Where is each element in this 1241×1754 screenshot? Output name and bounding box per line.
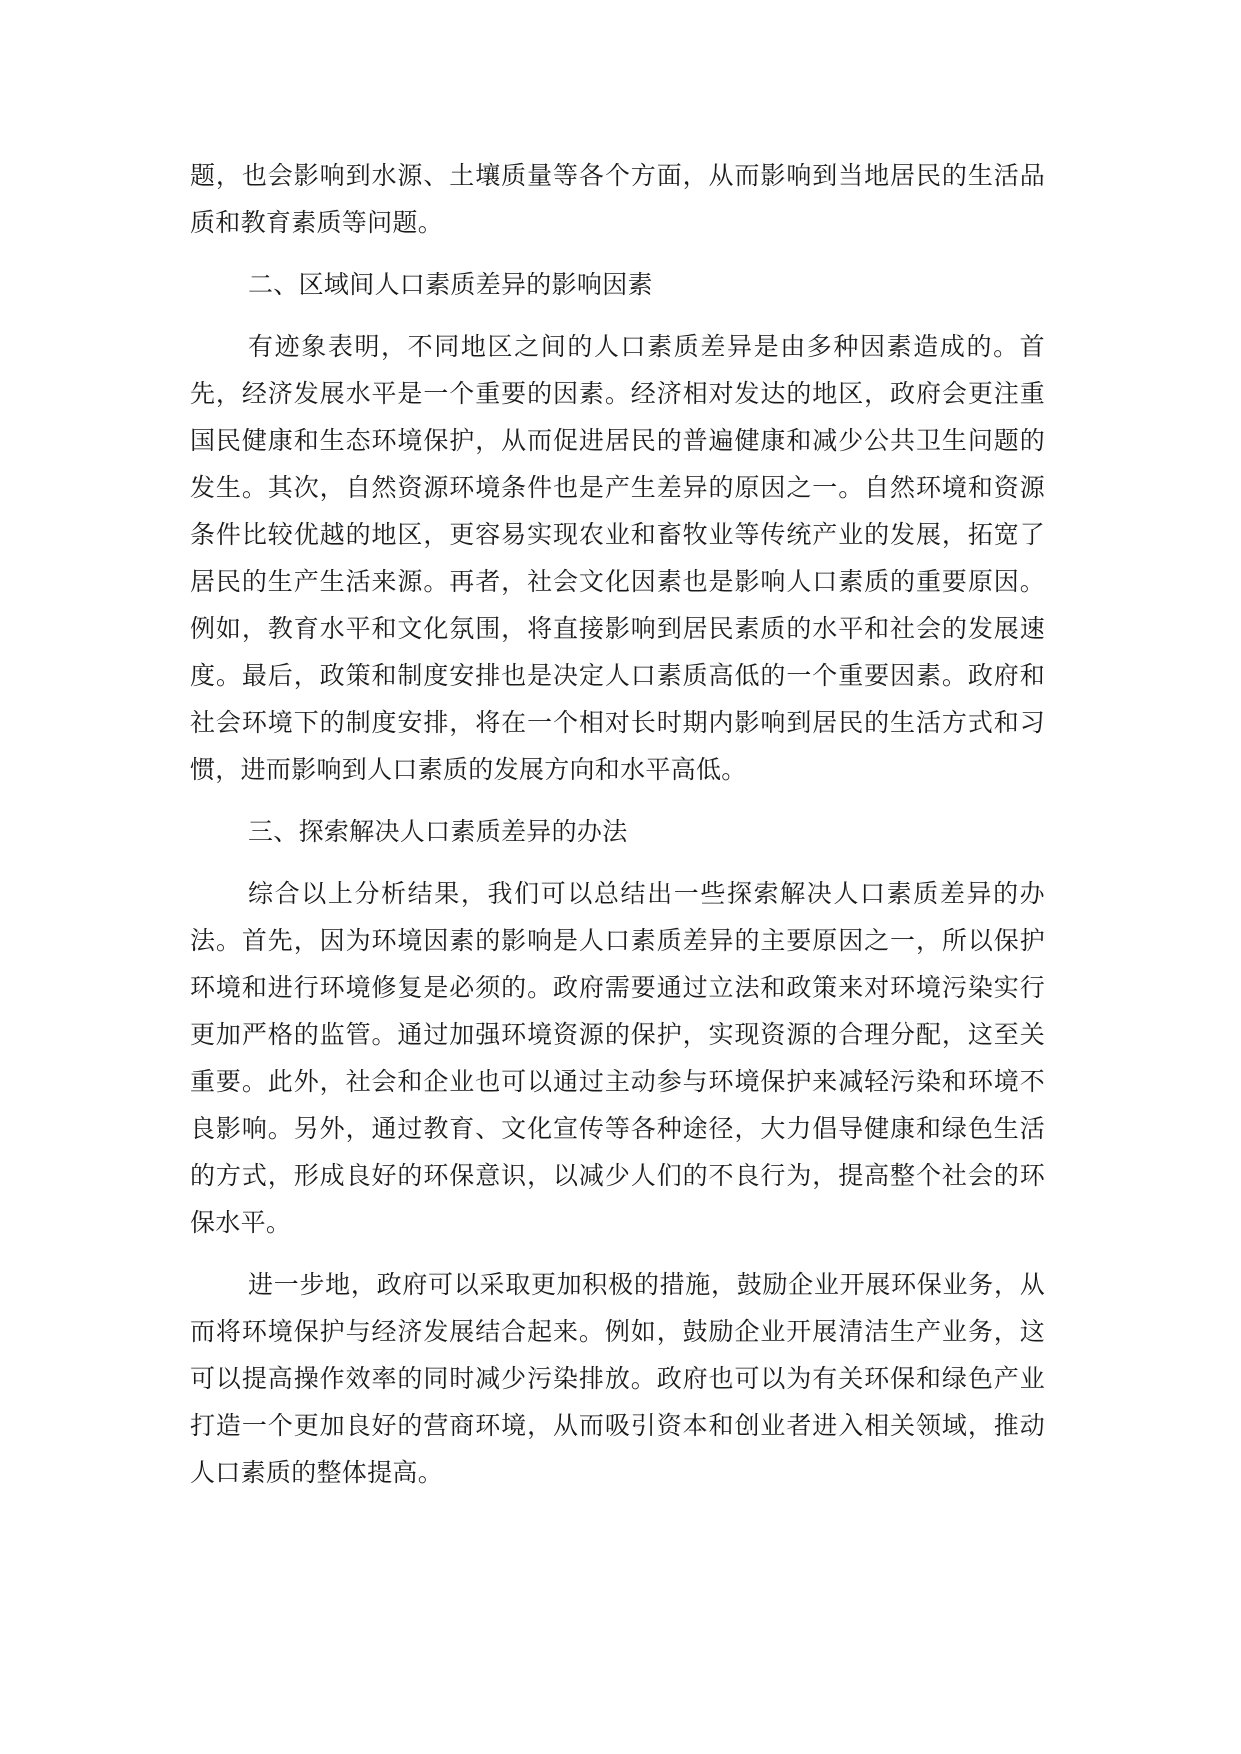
paragraph-influencing-factors: 有迹象表明，不同地区之间的人口素质差异是由多种因素造成的。首先，经济发展水平是一个重要的因素。经济相对发达的地区，政府会更注重国民健康和生态环境保护，从而促进居民的普遍健康和减少公共卫生问题的发生。其次，自然资源环境条件也是产生差异的原因之一。自然环境和资源条件比较优越的地区，更容易实现农业和畜牧业等传统产业的发展，拓宽了居民的生产生活来源。再者，社会文化因素也是影响人口素质的重要原因。例如，教育水平和文化氛围，将直接影响到居民素质的水平和社会的发展速度。最后，政策和制度安排也是决定人口素质高低的一个重要因素。政府和社会环境下的制度安排，将在一个相对长时期内影响到居民的生活方式和习惯，进而影响到人口素质的发展方向和水平高低。	[190, 332, 1045, 784]
section-heading-2: 二、区域间人口素质差异的影响因素	[248, 270, 653, 299]
document-body	[190, 152, 1045, 1511]
paragraph-further-measures: 进一步地，政府可以采取更加积极的措施，鼓励企业开展环保业务，从而将环境保护与经济发展结合起来。例如，鼓励企业开展清洁生产业务，这可以提高操作效率的同时减少污染排放。政府也可以为有关环保和绿色产业打造一个更加良好的营商环境，从而吸引资本和创业者进入相关领域，推动人口素质的整体提高。	[190, 1270, 1045, 1487]
paragraph-solutions: 综合以上分析结果，我们可以总结出一些探索解决人口素质差异的办法。首先，因为环境因素的影响是人口素质差异的主要原因之一，所以保护环境和进行环境修复是必须的。政府需要通过立法和政策来对环境污染实行更加严格的监管。通过加强环境资源的保护，实现资源的合理分配，这至关重要。此外，社会和企业也可以通过主动参与环境保护来减轻污染和环境不良影响。另外，通过教育、文化宣传等各种途径，大力倡导健康和绿色生活的方式，形成良好的环保意识，以减少人们的不良行为，提高整个社会的环保水平。	[190, 879, 1045, 1237]
section-heading-3: 三、探索解决人口素质差异的办法	[248, 817, 628, 846]
paragraph-continuation: 题，也会影响到水源、土壤质量等各个方面，从而影响到当地居民的生活品质和教育素质等问题。	[190, 161, 1045, 237]
